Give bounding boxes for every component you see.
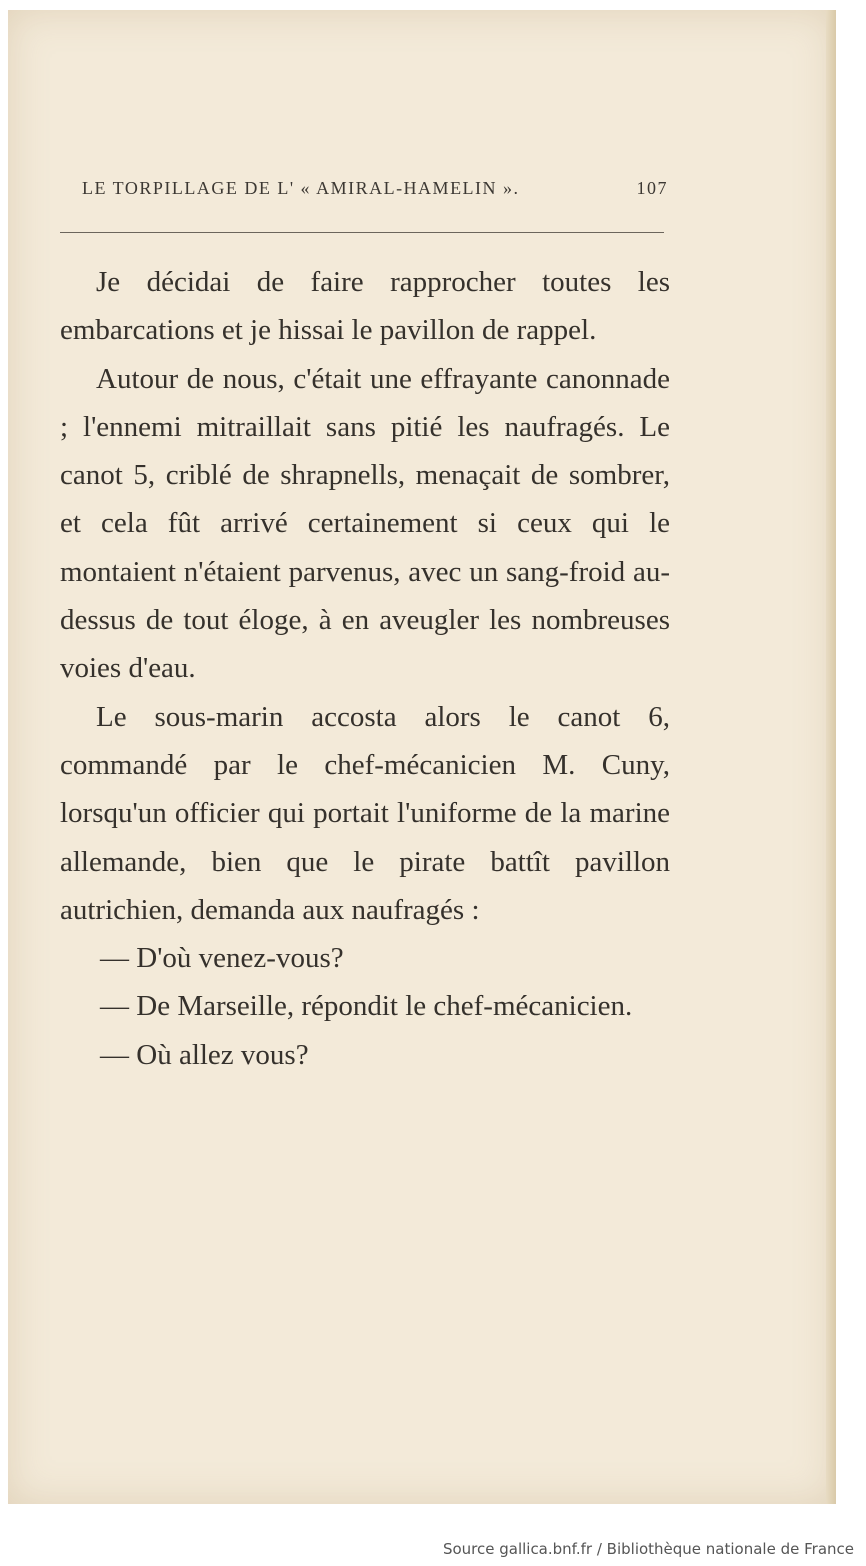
paragraph: Le sous-marin accosta alors le canot 6, commandé par le chef-mécanicien M. Cuny, lorsqu'un officier qui portait l'uniforme de la marine allemande, bien que le pirate battît pavillon autrichien, demanda aux naufragés : [60,700,670,926]
dialogue-line: — De Marseille, répondit le chef-mécanicien. [100,990,633,1023]
running-head-title: LE TORPILLAGE DE L' « AMIRAL-HAMELIN ». [82,178,520,198]
page-number: 107 [636,178,668,198]
header-rule [60,232,664,233]
paragraph: Autour de nous, c'était une effrayante canonnade ; l'ennemi mitraillait sans pitié les naufragés. Le canot 5, criblé de shrapnells, menaçait de sombrer, et cela fût arrivé certainement si ceux qui le montaient n'étaient parvenus, avec un sang-froid au-dessus de tout éloge, à en aveugler les nombreuses voies d'eau. [60,362,670,685]
dialogue-line: — Où allez vous? [100,1038,309,1071]
page-edge [826,10,836,1504]
running-head [82,178,668,199]
body-text [60,258,670,1079]
paragraph: Je décidai de faire rapprocher toutes les embarcations et je hissai le pavillon de rappel. [60,266,670,347]
dialogue-line: — D'où venez-vous? [100,942,344,975]
source-credit: Source gallica.bnf.fr / Bibliothèque nationale de France [442,1540,854,1558]
